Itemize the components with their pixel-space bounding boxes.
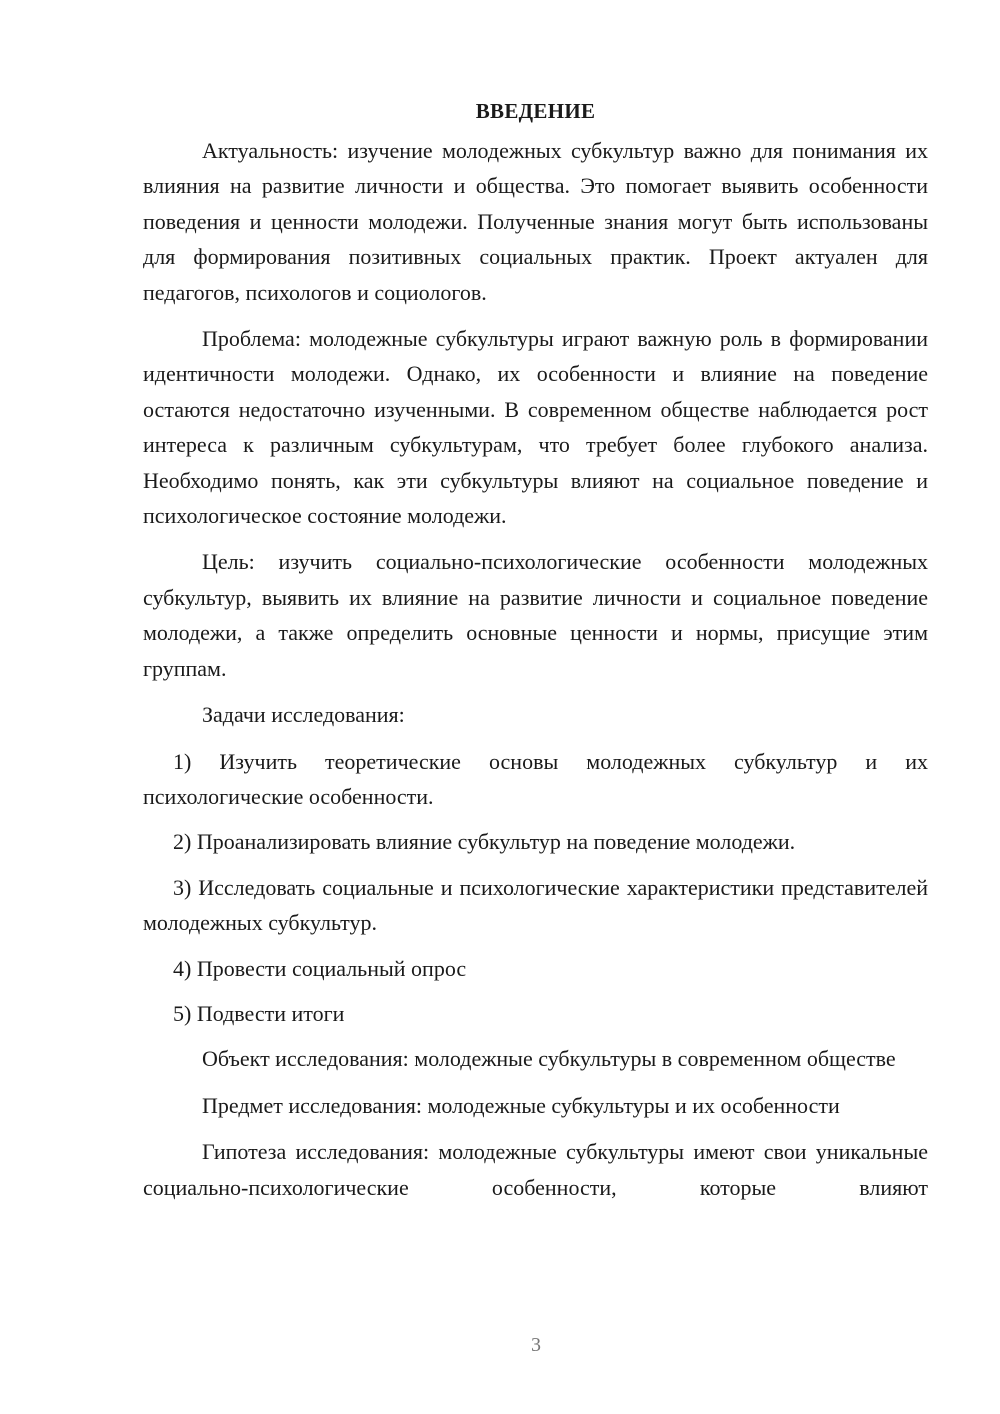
page-content bbox=[143, 95, 928, 1216]
task-item-1: 1) Изучить теоретические основы молодежных субкультур и их психологические особенности. bbox=[143, 748, 928, 809]
object-paragraph: Объект исследования: молодежные субкультуры в современном обществе bbox=[202, 1046, 896, 1072]
page-title: ВВЕДЕНИЕ bbox=[475, 99, 596, 123]
problem-paragraph: Проблема: молодежные субкультуры играют важную роль в формировании идентичности молодежи. Однако, их особенности и влияние на поведение остаются недостаточно изученными. В современном обществе наблюдается рост интереса к различным субкультурам, что требует более глубокого анализа. Необходимо понять, как эти субкультуры влияют на социальное поведение и психологическое состояние молодежи. bbox=[143, 326, 928, 529]
task-item-3: 3) Исследовать социальные и психологические характеристики представителей молодежных субкультур. bbox=[143, 874, 928, 936]
relevance-paragraph: Актуальность: изучение молодежных субкультур важно для понимания их влияния на развитие личности и общества. Это помогает выявить особенности поведения и ценности молодежи. Полученные знания могут быть использованы для формирования позитивных социальных практик. Проект актуален для педагогов, психологов и социологов. bbox=[143, 138, 928, 305]
task-item-5: 5) Подвести итоги bbox=[173, 1000, 345, 1026]
tasks-heading: Задачи исследования: bbox=[202, 702, 405, 728]
task-item-4: 4) Провести социальный опрос bbox=[173, 955, 467, 981]
goal-paragraph: Цель: изучить социально-психологические особенности молодежных субкультур, выявить их влияние на развитие личности и социальное поведение молодежи, а также определить основные ценности и нормы, присущие этим группам. bbox=[143, 549, 928, 681]
task-item-2: 2) Проанализировать влияние субкультур на поведение молодежи. bbox=[173, 829, 796, 855]
hypothesis-paragraph: Гипотеза исследования: молодежные субкультуры имеют свои уникальные социально-психологические особенности, которые влияют bbox=[143, 1139, 928, 1200]
subject-paragraph: Предмет исследования: молодежные субкультуры и их особенности bbox=[202, 1092, 840, 1118]
page-number: 3 bbox=[531, 1334, 541, 1356]
